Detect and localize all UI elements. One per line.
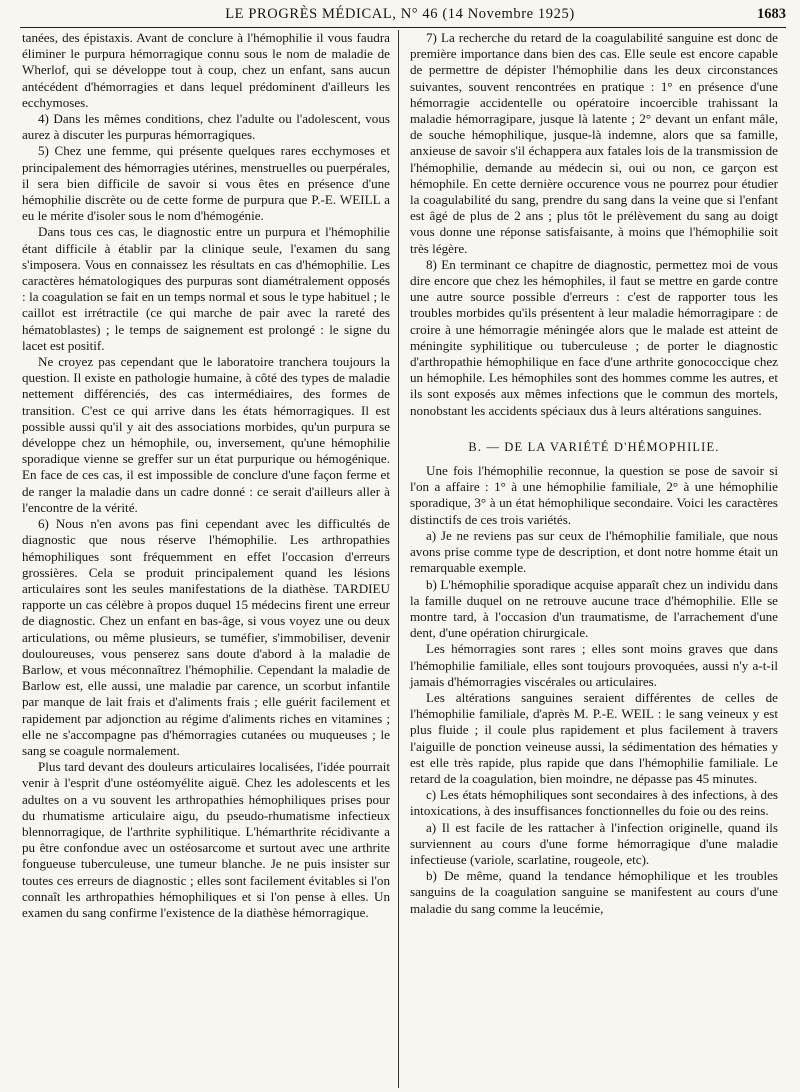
section-heading: B. — DE LA VARIÉTÉ D'HÉMOPHILIE.: [468, 439, 720, 454]
paragraph: Une fois l'hémophilie reconnue, la question se pose de savoir si l'on a affaire : 1° à une hémophilie familiale, 2° à une hémophilie sporadique, 3° à un état hémophilique secondaire. Voici les caractères distinctifs de ces trois variétés.: [410, 463, 778, 527]
journal-title: LE PROGRÈS MÉDICAL, N° 46 (14 Novembre 1925): [225, 6, 575, 22]
header-rule: [20, 27, 786, 28]
paragraph: 8) En terminant ce chapitre de diagnostic, permettez moi de vous dire encore que chez les hémophiles, il faut se mettre en garde contre une autre source possible d'erreurs : c'est de rapporter tous les troubles morbides qu'ils présentent à leur maladie hémorragipare : de croire à une hémorragie méningée alors que le malade est atteint de méningite syphilitique ou tuberculeuse ; de porter le diagnostic d'arthropathie hémophilique en face d'une arthrite gonococcique chez un hémophile. Les hémophiles sont des hommes comme les autres, et ils sont exposés aux mêmes infections que le commun des mortels, nonobstant les accidents spéciaux dus à leurs altérations sanguines.: [410, 256, 778, 418]
running-header: [0, 6, 800, 32]
paragraph: c) Les états hémophiliques sont secondaires à des infections, à des intoxications, à des insuffisances fonctionnelles du foie ou des reins.: [410, 787, 778, 819]
paragraph: Ne croyez pas cependant que le laboratoire tranchera toujours la question. Il existe en pathologie humaine, à côté des types de maladie nettement différenciés, des cas intermédiaires, des formes de transition. C'est ce qui arrive dans les états hémorragiques. Il est possible aussi qu'il y ait des associations morbides, qu'un purpura se développe chez un hémophile, ou, inversement, qu'une hémophilie sporadique vienne se greffer sur un état purpurique ou hémogénique. En face de ces cas, il est impossible de conclure d'une façon ferme et de ranger la maladie dans un cadre donné : ce serait d'ailleurs aller à l'encontre de la vérité.: [22, 354, 390, 515]
paragraph: Les altérations sanguines seraient différentes de celles de l'hémophilie familiale, d'après M. P.-E. WEIL : le sang veineux y est plus fluide ; il coule plus rapidement et plus facilement à travers l'aiguille de ponction veineuse aussi, la sédimentation des hématies y est elle très rapide, plus rapide que dans l'hémophilie familiale. Le retard de la coagulation, bien moindre, ne dépasse pas 45 minutes.: [410, 689, 778, 786]
right-column: [410, 30, 778, 917]
paragraph: 4) Dans les mêmes conditions, chez l'adulte ou l'adolescent, vous aurez à discuter les purpuras hémorragiques.: [22, 111, 390, 143]
paragraph: Plus tard devant des douleurs articulaires localisées, l'idée pourrait venir à l'esprit d'une ostéomyélite aiguë. Chez les adolescents et les adultes on a vu souvent les arthropathies hémophiliques prises pour du rhumatisme articulaire aigu, du pseudo-rhumatisme infectieux blennorragique, de l'arthrite syphilitique. L'hémarthrite récidivante a pu être confondue avec un ostéosarcome et surtout avec une arthrite fongueuse tuberculeuse, une tumeur blanche. Je ne puis insister sur toutes ces erreurs de diagnostic ; elles sont facilement évitables si l'on connaît les arthropathies hémophiliques et si l'on pense à elles. Un examen du sang confirme l'existence de la diathèse hémorragique.: [22, 759, 390, 920]
paragraph: b) De même, quand la tendance hémophilique et les troubles sanguins de la coagulation sanguine se manifestent au cours d'une maladie du sang comme la leucémie,: [410, 868, 778, 916]
left-column: [22, 30, 390, 921]
paragraph: 7) La recherche du retard de la coagulabilité sanguine est donc de première importance dans bien des cas. Elle seule est encore capable de permettre de dépister l'hémophilie dans les deux circonstances suivantes, souvent rencontrées en pratique : 1° en présence d'une hémorragie accidentelle ou opératoire incoercible trahissant la maladie hémorragipare, jusque là latente ; 2° devant un enfant mâle, de souche hémophilique, jusque-là indemne, alors que sa famille, anxieuse de savoir s'il échappera aux fatales lois de la transmission de l'hémophilie, demande au médecin si, oui ou non, ce garçon est hémophile. En cette dernière occurence vous ne pourrez pour étudier la coagulabilité du sang, prendre du sang dans la veine que si l'enfant est âgé de plus de 2 ans ; plus tôt le prélèvement du sang au doigt vous donne une réponse satisfaisante, à moins que l'hémophilie soit très légère.: [410, 30, 778, 256]
paragraph: a) Je ne reviens pas sur ceux de l'hémophilie familiale, que nous avons prise comme type de description, et dont notre homme était un remarquable exemple.: [410, 527, 778, 576]
paragraph: 6) Nous n'en avons pas fini cependant avec les difficultés de diagnostic que nous réserve l'hémophilie. Les arthropathies hémophiliques sont fréquemment en effet l'occasion d'erreurs grossières. Cela se produit principalement quand les lésions articulaires sont les seules manifestations de la diathèse. TARDIEU rapporte un cas célèbre à propos duquel 15 médecins firent une erreur de diagnostic. Chez un enfant en bas-âge, si vous voyez une ou deux articulations, ou même plusieurs, se tuméfier, s'immobiliser, devenir douloureuses, vous penserez sans doute d'abord à la maladie de Barlow, et vous méconnaîtrez l'hémophilie. Cependant la maladie de Barlow est, elle aussi, une maladie par carence, un scorbut infantile par manque de lait frais et d'aliments frais ; elle guérit facilement et rapidement par adjonction au régime d'aliments riches en vitamines ; elle ne s'accompagne pas d'hémorragies cutanées ou muqueuses ; le sang se coagule normalement.: [22, 516, 390, 758]
paragraph: Les hémorragies sont rares ; elles sont moins graves que dans l'hémophilie familiale, elles sont toujours provoquées, aussi n'y a-t-il jamais d'hémorragies viscérales ou articulaires.: [410, 641, 778, 689]
column-divider: [398, 30, 399, 1088]
paragraph: a) Il est facile de les rattacher à l'infection originelle, quand ils surviennent au cours d'une forme hémorragique d'une maladie infectieuse (variole, scarlatine, rougeole, etc).: [410, 819, 778, 867]
paragraph: 5) Chez une femme, qui présente quelques rares ecchymoses et principalement des hémorragies utérines, menstruelles ou puerpérales, il sera bien difficile de savoir si vous êtes en présence d'une hémophilie discrète ou de cette forme de purpura que P.-E. WEILL a eu le mérite d'isoler sous le nom d'hémogénie.: [22, 143, 390, 224]
paragraph: tanées, des épistaxis. Avant de conclure à l'hémophilie il vous faudra éliminer le purpura hémorragique connu sous le nom de maladie de Wherlof, qui se développe tout à coup, chez un enfant, sans aucun antécédent d'hémorragies et dans lequel prédominent d'ailleurs les ecchymoses.: [22, 30, 390, 110]
page-number: 1683: [757, 6, 786, 22]
paragraph: b) L'hémophilie sporadique acquise apparaît chez un individu dans la famille duquel on ne retrouve aucune trace d'hémophilie. Elle se montre tard, à l'occasion d'un traumatisme, de l'arrachement d'une dent, d'une opération chirurgicale.: [410, 576, 778, 641]
paragraph: Dans tous ces cas, le diagnostic entre un purpura et l'hémophilie étant difficile à établir par la clinique seule, l'examen du sang s'imposera. Vous en connaissez les résultats en cas d'hémophilie. Les caractères hématologiques des purpuras sont diamétralement opposés : la coagulation se fait en un temps normal et sous le type habituel ; le caillot est irrétractile (ce qui marche de pair avec la rareté des hématoblastes) ; le temps de saignement est prolongé : le signe du lacet est positif.: [22, 224, 390, 353]
